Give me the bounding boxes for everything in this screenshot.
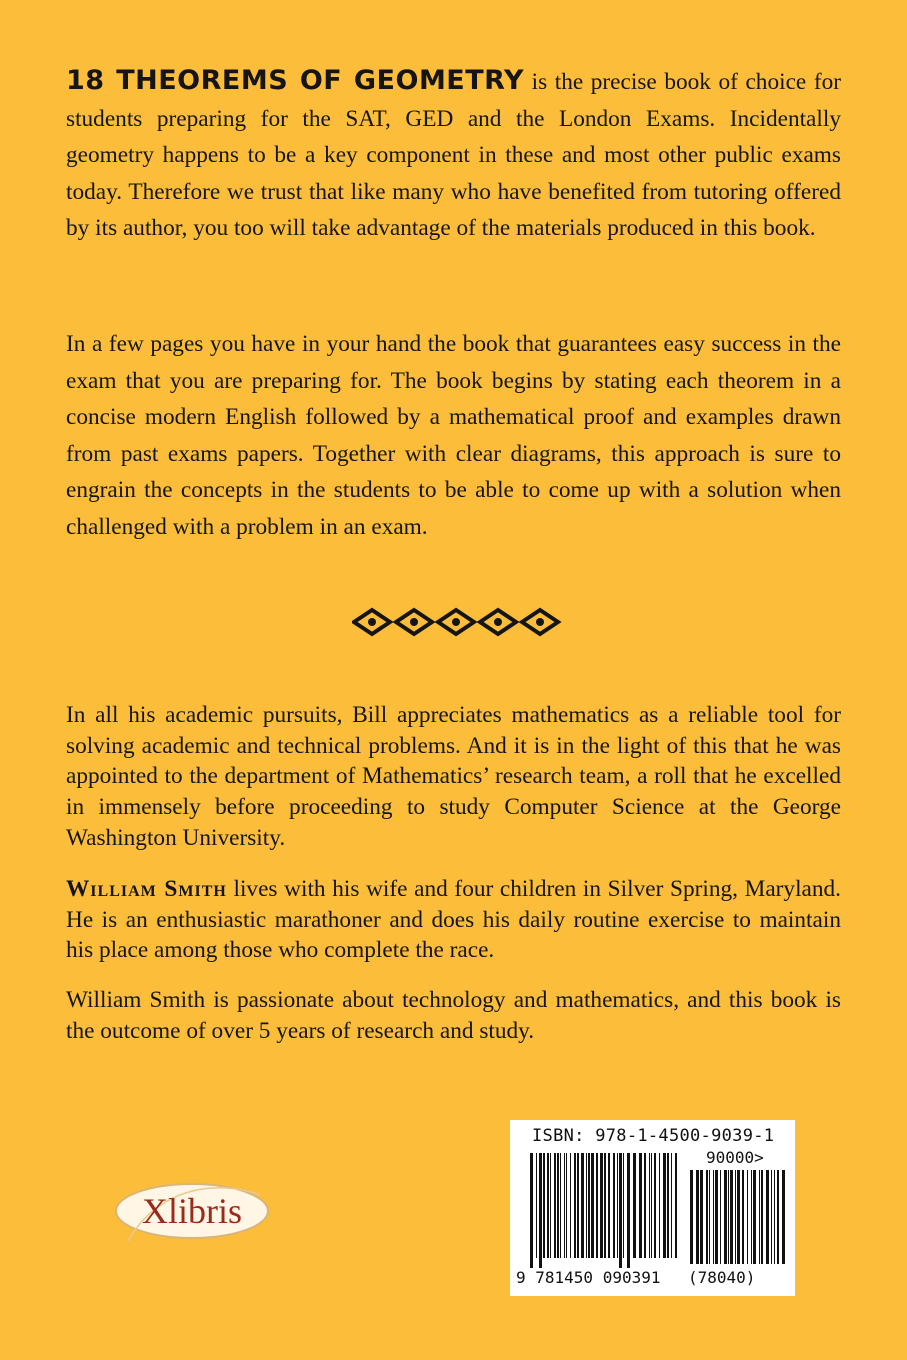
barcode-bar	[543, 1153, 545, 1258]
barcode-bar	[654, 1153, 656, 1258]
barcode-bar	[539, 1153, 542, 1268]
barcode-bar	[709, 1170, 710, 1264]
barcode-bar	[706, 1170, 708, 1264]
barcode-bar	[613, 1153, 615, 1258]
barcode-bar	[753, 1170, 756, 1264]
barcode-bar	[713, 1170, 714, 1264]
barcode-bar	[530, 1153, 533, 1268]
barcode-bar	[747, 1170, 748, 1264]
author-closing-paragraph: William Smith is passionate about technology and mathematics, and this book is the outcome of over 5 years of research and study.	[66, 987, 841, 1044]
barcode-bar	[675, 1153, 677, 1258]
barcode-bar	[566, 1153, 567, 1258]
barcode-bar	[600, 1153, 603, 1258]
barcode-bar	[588, 1153, 590, 1258]
barcode-bar	[619, 1153, 622, 1268]
barcode-bar	[554, 1153, 556, 1258]
barcode-bar	[639, 1153, 642, 1258]
barcode-bar	[724, 1170, 727, 1264]
barcode-bar	[623, 1153, 624, 1258]
barcode-bar	[728, 1170, 729, 1264]
price-addon-code: 90000>	[706, 1148, 764, 1167]
barcode-bar	[696, 1170, 699, 1264]
barcode-bar	[766, 1170, 769, 1264]
barcode-bar	[659, 1153, 660, 1258]
barcode-bar	[720, 1170, 721, 1264]
author-personal-paragraph	[66, 874, 841, 966]
barcode-bar	[700, 1170, 703, 1264]
ean-digits: 9 781450 090391	[516, 1268, 661, 1287]
intro-text: is the precise book of choice for students preparing for the SAT, GED and the London Exams. Incidentally geometry happens to be a key component in these and most other public exams today. Therefore we trust that like many who have benefited from tutoring offered by its author, you too will take advantage of the materials produced in this book.	[66, 69, 841, 242]
barcode-bar	[735, 1170, 736, 1264]
barcode-bar	[586, 1153, 587, 1258]
barcode-bar	[557, 1153, 559, 1258]
barcode-bar	[581, 1153, 584, 1258]
barcode-bar	[564, 1153, 565, 1258]
isbn-barcode	[510, 1120, 795, 1296]
barcode-bar	[617, 1153, 618, 1258]
barcode-bar	[761, 1170, 763, 1264]
barcode-bar	[742, 1170, 744, 1264]
barcode-bar	[547, 1153, 549, 1258]
barcode-bar	[627, 1153, 630, 1268]
barcode-bar	[596, 1153, 598, 1258]
intro-paragraph	[66, 63, 841, 247]
author-name: William Smith	[66, 876, 227, 902]
barcode-bar	[604, 1153, 606, 1258]
barcode-bar	[570, 1153, 571, 1258]
barcode-bar	[771, 1170, 772, 1264]
barcode-bar	[715, 1170, 718, 1264]
barcode-bar	[633, 1153, 636, 1258]
book-title: 18 THEOREMS OF GEOMETRY	[66, 65, 525, 96]
barcode-bar	[671, 1153, 672, 1258]
barcode-bar	[591, 1153, 594, 1258]
barcode-bar	[550, 1153, 551, 1258]
isbn-label: ISBN: 978-1-4500-9039-1	[532, 1126, 775, 1146]
barcode-bar	[751, 1170, 752, 1264]
barcode-bar	[782, 1170, 785, 1264]
addon-digits: (78040)	[688, 1268, 756, 1287]
barcode-bar	[759, 1170, 760, 1264]
barcode-bar	[774, 1170, 775, 1264]
barcode-bar	[690, 1170, 693, 1264]
barcode-bar	[644, 1153, 646, 1258]
barcode-bar	[651, 1153, 652, 1258]
barcode-bar	[649, 1153, 650, 1258]
barcode-bar	[574, 1153, 576, 1258]
diamond-ornament-icon	[352, 604, 564, 640]
barcode-bar	[737, 1170, 740, 1264]
xlibris-logo	[110, 1175, 280, 1255]
barcode-bar	[777, 1170, 779, 1264]
publisher-logo-text: Xlibris	[141, 1191, 243, 1231]
barcode-bar	[667, 1153, 669, 1258]
barcode-bar	[577, 1153, 579, 1258]
author-academic-paragraph: In all his academic pursuits, Bill appreciates mathematics as a reliable tool for solving academic and technical problems. And it is in the light of this that he was appointed to the department of Mathematics’ research team, a roll that he excelled in immensely before proceeding to study Computer Science at the George Washington University.	[66, 702, 841, 851]
description-paragraph: In a few pages you have in your hand the book that guarantees easy success in the exam that you are preparing for. The book begins by stating each theorem in a concise modern English followed by a mathematical proof and examples drawn from past exams papers. Together with clear diagrams, this approach is sure to engrain the concepts in the students to be able to come up with a solution when challenged with a problem in an exam.	[66, 331, 841, 540]
barcode-bar	[560, 1153, 561, 1258]
author-personal-text: lives with his wife and four children in Silver Spring, Maryland. He is an enthusiastic marathoner and does his daily routine exercise to maintain his place among those who complete the race.	[66, 876, 842, 964]
barcode-bar	[536, 1153, 537, 1258]
barcode-bar	[730, 1170, 733, 1264]
barcode-bar	[608, 1153, 610, 1258]
barcode-bar	[663, 1153, 666, 1258]
